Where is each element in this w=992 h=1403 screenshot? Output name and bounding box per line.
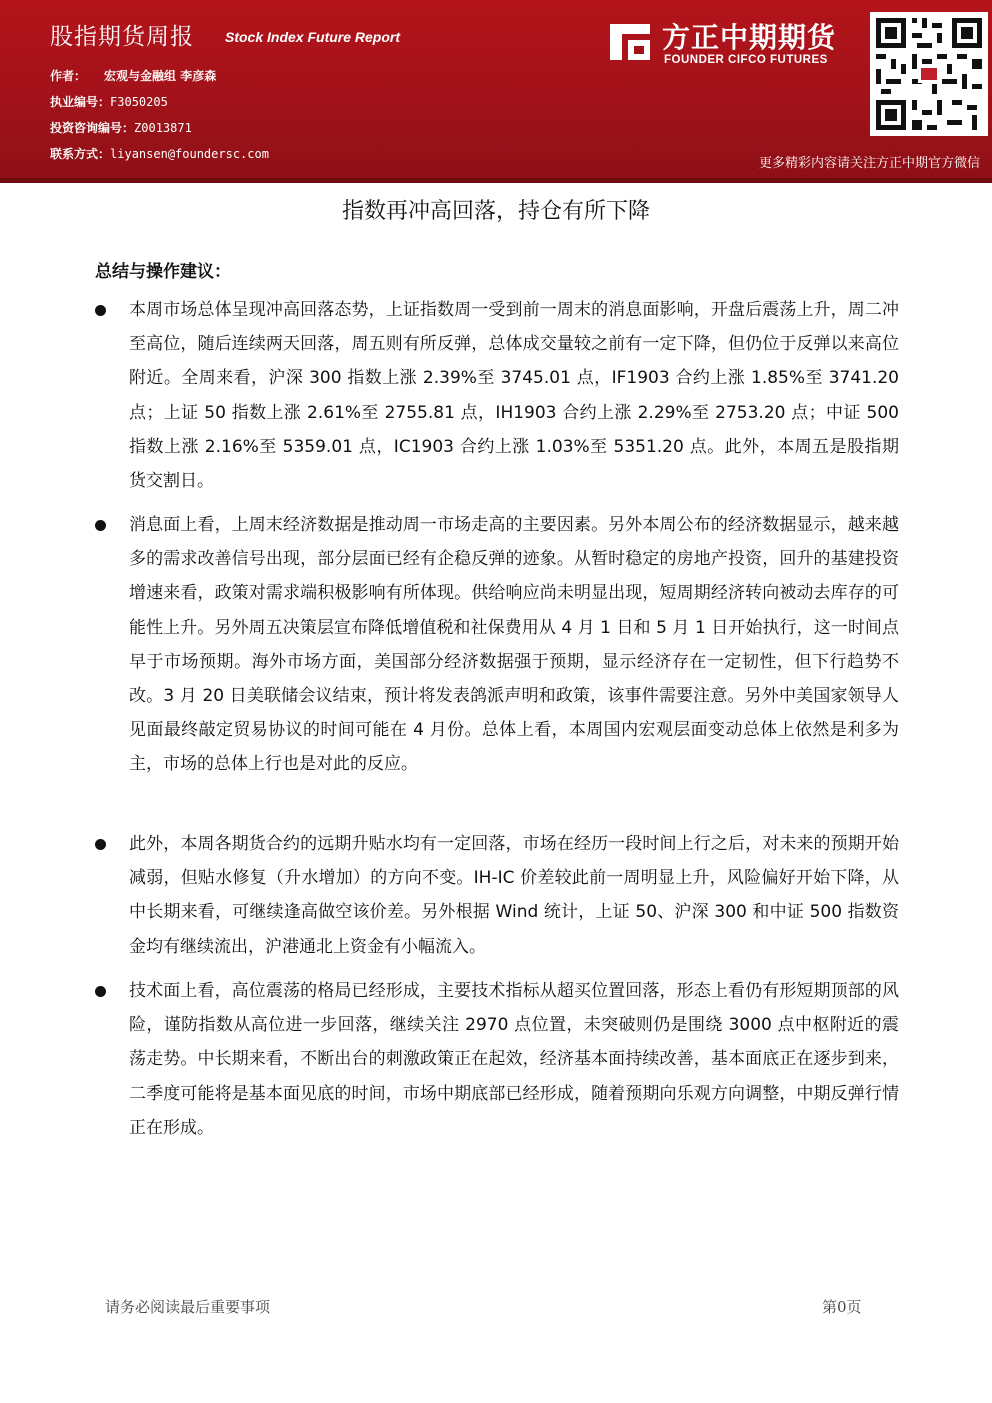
license-label: 执业编号： bbox=[50, 95, 111, 109]
report-title: 股指期货周报 bbox=[50, 24, 194, 50]
author-line bbox=[50, 67, 216, 84]
header-divider bbox=[0, 178, 992, 183]
wechat-qr-code bbox=[870, 12, 988, 136]
author-value: 宏观与金融组 李彦森 bbox=[104, 69, 217, 83]
bullet-text: 本周市场总体呈现冲高回落态势，上证指数周一受到前一周末的消息面影响，开盘后震荡上升，周二冲至高位，随后连续两天回落，周五则有所反弹，总体成交量较之前有一定下降，但仍位于反弹以来高位附近。全周来看，沪深 300 指数上涨 2.39%至 3745.01 点，IF1903 合约上涨 1.85%至 3741.20 点；上证 50 指数上涨 2.61%至 2755.81 点，IH1903 合约上涨 2.29%至 2753.20 点；中证 500 指数上涨 2.16%至 5359.01 点，IC1903 合约上涨 1.03%至 5351.20 点。此外，本周五是股指期货交割日。 bbox=[129, 300, 899, 492]
bullet-text: 技术面上看，高位震荡的格局已经形成，主要技术指标从超买位置回落，形态上看仍有形短期顶部的风险，谨防指数从高位进一步回落，继续关注 2970 点位置，未突破则仍是围绕 3000 点中枢附近的震荡走势。中长期来看，不断出台的刺激政策正在起效，经济基本面持续改善，基本面底正在逐步到来，二季度可能将是基本面见底的时间，市场中期底部已经形成，随着预期向乐观方向调整，中期反弹行情正在形成。 bbox=[129, 981, 899, 1138]
consult-label: 投资咨询编号： bbox=[50, 121, 135, 135]
company-name-en: FOUNDER CIFCO FUTURES bbox=[664, 54, 828, 66]
company-name-cn: 方正中期期货 bbox=[662, 21, 837, 54]
page-number: 第0页 bbox=[822, 1298, 862, 1316]
footer-notice: 请务必阅读最后重要事项 bbox=[105, 1298, 271, 1316]
consult-value: Z0013871 bbox=[134, 121, 192, 135]
license-value: F3050205 bbox=[110, 95, 168, 109]
bullet-dot-icon bbox=[95, 305, 106, 316]
bullet-text: 此外，本周各期货合约的远期升贴水均有一定回落，市场在经历一段时间上行之后，对未来的预期开始减弱，但贴水修复（升水增加）的方向不变。IH-IC 价差较此前一周明显上升，风险偏好开始下降，从中长期来看，可继续逢高做空该价差。另外根据 Wind 统计，上证 50、沪深 300 和中证 500 指数资金均有继续流出，沪港通北上资金有小幅流入。 bbox=[129, 834, 899, 957]
bullet-text: 消息面上看，上周末经济数据是推动周一市场走高的主要因素。另外本周公布的经济数据显示，越来越多的需求改善信号出现，部分层面已经有企稳反弹的迹象。从暂时稳定的房地产投资，回升的基建投资增速来看，政策对需求端积极影响有所体现。供给响应尚未明显出现，短周期经济转向被动去库存的可能性上升。另外周五决策层宣布降低增值税和社保费用从 4 月 1 日和 5 月 1 日开始执行，这一时间点早于市场预期。海外市场方面，美国部分经济数据强于预期，显示经济存在一定韧性，但下行趋势不改。3 月 20 日美联储会议结束，预计将发表鸽派声明和政策，该事件需要注意。另外中美国家领导人见面最终敲定贸易协议的时间可能在 4 月份。总体上看，本周国内宏观层面变动总体上依然是利多为主，市场的总体上行也是对此的反应。 bbox=[129, 515, 899, 775]
document-title: 指数再冲高回落，持仓有所下降 bbox=[341, 199, 650, 224]
section-heading: 总结与操作建议： bbox=[95, 262, 231, 282]
qr-code-icon bbox=[870, 12, 988, 136]
report-header bbox=[0, 0, 992, 178]
company-logo bbox=[608, 16, 868, 78]
contact-value[interactable]: liyansen@foundersc.com bbox=[110, 147, 269, 161]
author-label: 作者： bbox=[50, 69, 87, 83]
bullet-dot-icon bbox=[95, 986, 106, 997]
bullet-dot-icon bbox=[95, 520, 106, 531]
license-line bbox=[50, 93, 168, 110]
contact-line bbox=[50, 145, 269, 162]
qr-caption: 更多精彩内容请关注方正中期官方微信 bbox=[758, 156, 980, 171]
report-title-en: Stock Index Future Report bbox=[225, 29, 401, 45]
founder-logo-icon bbox=[608, 20, 652, 64]
bullet-dot-icon bbox=[95, 839, 106, 850]
consult-line bbox=[50, 119, 192, 136]
contact-label: 联系方式： bbox=[50, 147, 111, 161]
